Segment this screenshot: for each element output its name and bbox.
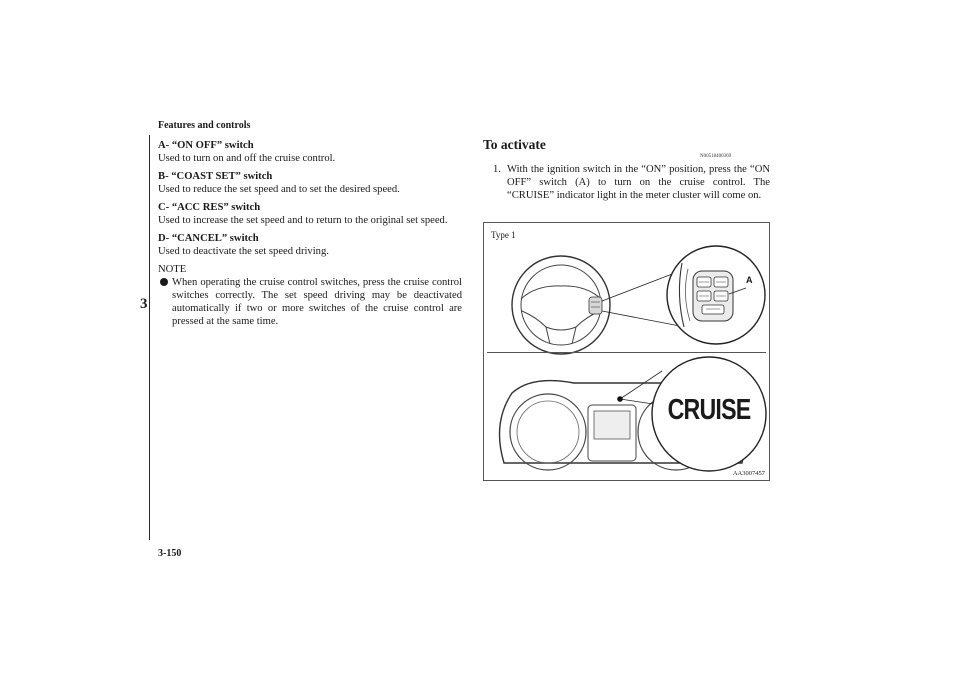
note-item [158, 276, 462, 328]
switch-d-desc: Used to deactivate the set speed driving. [158, 246, 329, 257]
cruise-figure [483, 222, 770, 481]
switch-b [158, 170, 462, 196]
switch-d-title: D- “CANCEL” switch [158, 233, 259, 244]
step-text: With the ignition switch in the “ON” position, press the “ON OFF” switch (A) to turn on the cruise control. The “CRUISE” indicator light in the meter cluster will come on. [507, 164, 770, 201]
switch-c-desc: Used to increase the set speed and to return to the original set speed. [158, 215, 448, 226]
reference-code: N00518400369 [700, 154, 732, 159]
note-label: NOTE [158, 264, 187, 275]
bullet-icon [160, 278, 168, 286]
switch-b-title: B- “COAST SET” switch [158, 171, 273, 182]
figure-type-label: Type 1 [491, 230, 516, 240]
switch-a-desc: Used to turn on and off the cruise control. [158, 153, 336, 164]
chapter-number: 3 [140, 296, 148, 312]
step-1 [493, 163, 770, 202]
callout-a-label: A [746, 275, 753, 285]
section-title: To activate [483, 137, 546, 152]
meter-cluster-illustration [484, 223, 769, 480]
note-text: When operating the cruise control switches, press the cruise control switches correctly. The set speed driving may be deactivated automatically if two or more switches of the cruise control are pressed at the same time. [172, 277, 462, 327]
chapter-divider [149, 135, 150, 540]
page-number: 3-150 [158, 548, 182, 559]
switch-c-title: C- “ACC RES” switch [158, 202, 261, 213]
figure-id: AA3007457 [732, 470, 765, 477]
cruise-indicator-text: CRUISE [667, 394, 751, 426]
step-number: 1. [493, 164, 501, 175]
switch-c [158, 201, 462, 227]
switch-b-desc: Used to reduce the set speed and to set the desired speed. [158, 184, 400, 195]
switch-d [158, 232, 462, 258]
switch-a [158, 139, 462, 165]
switch-descriptions [158, 139, 462, 328]
switch-a-title: A- “ON OFF” switch [158, 140, 254, 151]
page-header: Features and controls [158, 120, 251, 131]
